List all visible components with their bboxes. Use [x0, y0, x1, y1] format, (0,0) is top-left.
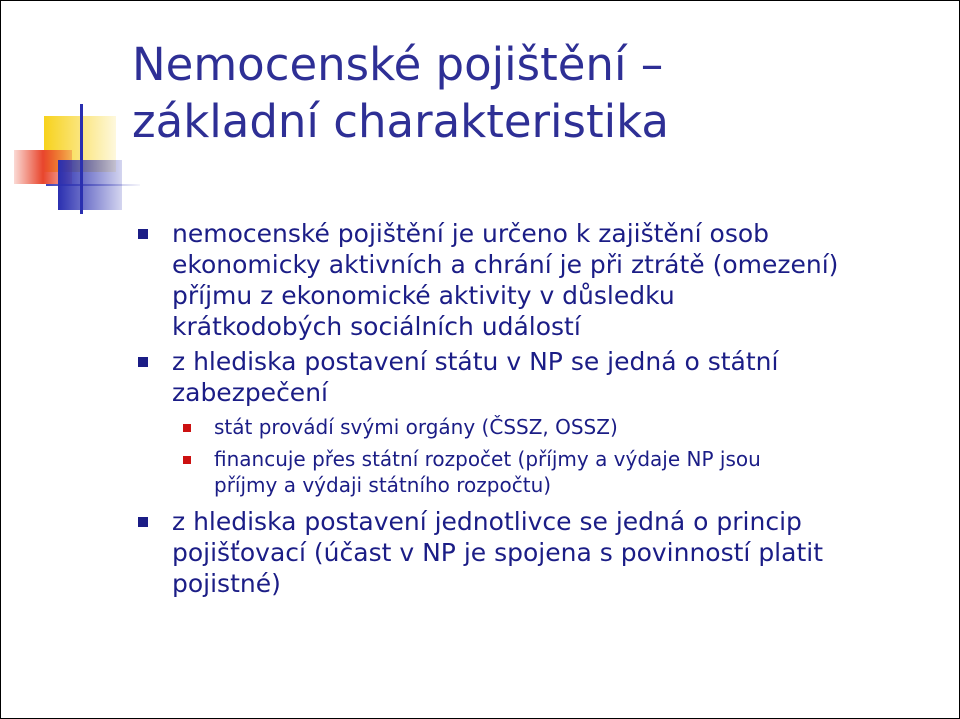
- bullet-item-2: [172, 346, 778, 408]
- bullet-line: financuje přes státní rozpočet (příjmy a výdaje NP jsou: [214, 447, 761, 471]
- title-line-2: základní charakteristika: [132, 95, 669, 148]
- bullet-line: stát provádí svými orgány (ČSSZ, OSSZ): [214, 415, 618, 439]
- bullet-line: ekonomicky aktivních a chrání je při ztrátě (omezení): [172, 250, 839, 279]
- bullet-line: příjmu z ekonomické aktivity v důsledku: [172, 281, 675, 310]
- bullet-item-1: [172, 218, 838, 342]
- bullet-square-icon: [138, 229, 148, 239]
- bullet-line: pojistné): [172, 569, 281, 598]
- bullet-line: z hlediska postavení jednotlivce se jedná o princip: [172, 507, 802, 536]
- sub-bullet-item-2: [214, 446, 761, 498]
- bullet-item-3: [172, 506, 823, 599]
- bullet-text: [214, 414, 618, 440]
- decorative-squares-graphic: [10, 100, 140, 220]
- bullet-text: [172, 346, 778, 408]
- sub-bullet-item-1: [214, 414, 618, 440]
- bullet-square-icon: [138, 357, 148, 367]
- bullet-line: krátkodobých sociálních událostí: [172, 312, 581, 341]
- bullet-line: z hlediska postavení státu v NP se jedná o státní: [172, 347, 779, 376]
- sub-bullet-square-icon: [183, 424, 191, 432]
- bullet-square-icon: [138, 517, 148, 527]
- bullet-line: nemocenské pojištění je určeno k zajištění osob: [172, 219, 770, 248]
- slide-title: [132, 36, 932, 150]
- title-line-1: Nemocenské pojištění –: [132, 38, 664, 91]
- deco-horizontal-line: [46, 184, 140, 186]
- sub-bullet-square-icon: [183, 456, 191, 464]
- bullet-line: pojišťovací (účast v NP je spojena s povinností platit: [172, 538, 824, 567]
- deco-vertical-line: [80, 104, 83, 214]
- bullet-text: [172, 218, 838, 342]
- bullet-line: příjmy a výdaji státního rozpočtu): [214, 473, 552, 497]
- bullet-text: [214, 446, 761, 498]
- bullet-text: [172, 506, 823, 599]
- bullet-line: zabezpečení: [172, 378, 328, 407]
